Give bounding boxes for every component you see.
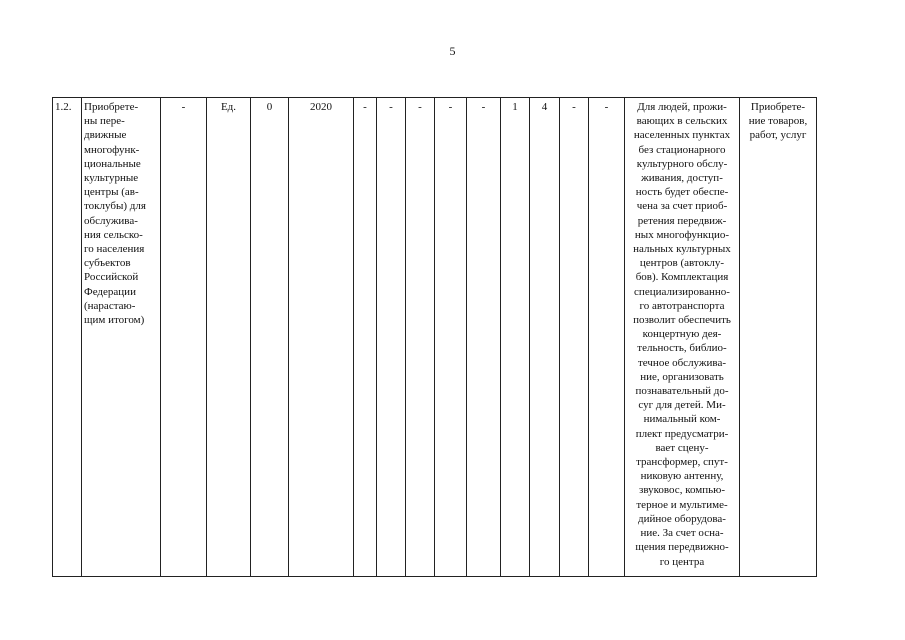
- description-line: концертную дея-: [642, 328, 722, 341]
- indicator-name-line: Федерации: [84, 285, 136, 298]
- description-line: щения передвижно-: [635, 541, 729, 554]
- value-cell: -: [377, 98, 406, 577]
- value-cell: -: [589, 98, 625, 577]
- indicator-name-line: го населения: [84, 243, 145, 256]
- indicator-name-line: обслужива-: [84, 214, 138, 227]
- indicator-name-line: Приобрете-: [84, 101, 139, 113]
- value-cell: -: [560, 98, 589, 577]
- description-line: позволит обеспечить: [633, 314, 731, 327]
- value-cell: -: [406, 98, 435, 577]
- description-line: го автотранспорта: [639, 299, 725, 312]
- description-line: познавательный до-: [635, 385, 729, 398]
- description-line: культурного обслу-: [636, 157, 728, 170]
- description-cell: [625, 98, 740, 577]
- description-line: ние. За счет осна-: [640, 527, 724, 540]
- value-cell: 1: [501, 98, 530, 577]
- page-number: 5: [449, 44, 456, 58]
- description-line: ретения передвиж-: [637, 214, 727, 227]
- unit-cell: Ед.: [207, 98, 251, 577]
- description-line: никовую антенну,: [640, 470, 724, 483]
- row-number: 1.2.: [53, 98, 82, 577]
- value-cell: -: [467, 98, 501, 577]
- indicator-name-line: центры (ав-: [84, 186, 139, 199]
- cell-dash: -: [161, 98, 207, 577]
- description-line: плект предусматри-: [635, 427, 729, 440]
- description-line: дийное оборудова-: [638, 512, 726, 525]
- indicator-name-line: ния сельско-: [84, 228, 143, 241]
- description-line: специализированно-: [634, 285, 730, 298]
- indicator-name: [82, 98, 161, 577]
- description-line: трансформер, спут-: [636, 456, 728, 469]
- description-line: живания, доступ-: [641, 172, 723, 185]
- indicator-name-line: (нарастаю-: [84, 299, 136, 312]
- indicator-name-line: многофунк-: [84, 143, 140, 156]
- indicator-name-line: циональные: [84, 157, 141, 170]
- indicator-name-line: щим итогом): [84, 314, 145, 327]
- indicator-name-line: токлубы) для: [84, 200, 146, 213]
- description-line: населенных пунктах: [633, 129, 731, 142]
- description-line: чена за счет приоб-: [636, 200, 728, 213]
- base-value-cell: 0: [251, 98, 289, 577]
- description-line: центров (автоклу-: [639, 257, 725, 270]
- activity-type-line: Приобрете-: [750, 101, 806, 113]
- description-line: течное обслужива-: [637, 356, 726, 369]
- description-line: терное и мультиме-: [636, 498, 728, 511]
- description-line: го центра: [659, 555, 705, 568]
- indicator-name-line: ны пере-: [84, 115, 125, 128]
- indicator-name-line: Российской: [84, 271, 139, 284]
- table-row: [53, 98, 817, 577]
- description-line: нимальный ком-: [643, 413, 721, 426]
- base-year-cell: 2020: [289, 98, 354, 577]
- indicator-name-line: культурные: [84, 172, 139, 185]
- description-line: звуковос, компью-: [638, 484, 726, 497]
- description-line: ность будет обеспе-: [635, 186, 729, 199]
- description-line: вающих в сельских: [636, 115, 728, 128]
- description-line: тельность, библио-: [637, 342, 727, 355]
- activity-type-line: ние товаров,: [748, 115, 808, 128]
- description-line: нальных культурных: [633, 243, 731, 256]
- value-cell: -: [435, 98, 467, 577]
- activity-type-line: работ, услуг: [749, 129, 807, 142]
- description-line: вает сцену-: [655, 441, 709, 454]
- description-line: ных многофункцио-: [634, 228, 730, 241]
- indicator-name-line: движные: [84, 129, 127, 142]
- value-cell: 4: [530, 98, 560, 577]
- description-line: Для людей, прожи-: [637, 101, 727, 113]
- value-cell: -: [354, 98, 377, 577]
- description-line: без стационарного: [638, 143, 726, 156]
- activity-type-cell: [740, 98, 817, 577]
- description-line: суг для детей. Ми-: [638, 399, 726, 412]
- description-line: бов). Комплектация: [635, 271, 729, 284]
- indicator-table: [52, 97, 817, 577]
- description-line: ние, организовать: [640, 370, 724, 383]
- indicator-name-line: субъектов: [84, 257, 131, 270]
